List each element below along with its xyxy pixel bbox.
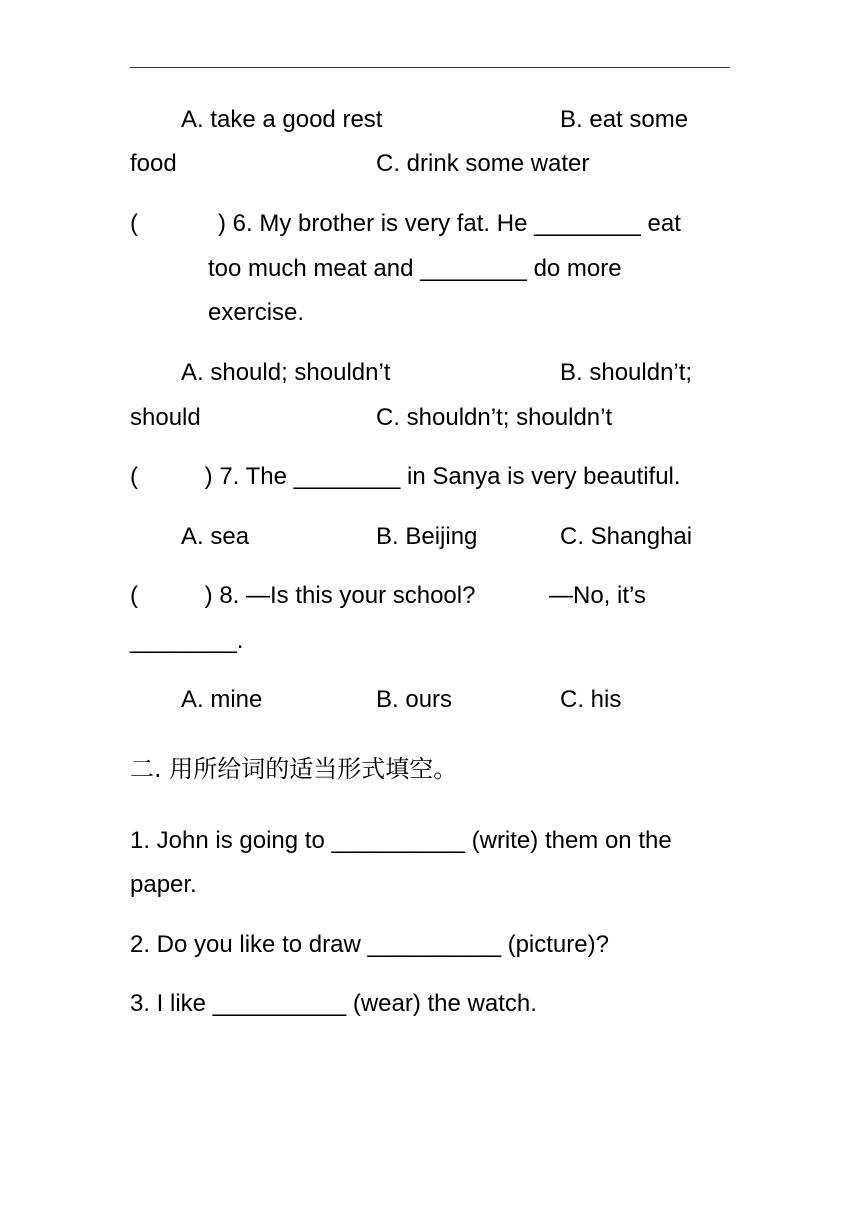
q6-option-c: C. shouldn’t; shouldn’t: [376, 404, 613, 431]
q8-option-b: B. ours: [376, 686, 453, 713]
q7-option-a: A. sea: [181, 523, 250, 550]
q5-option-b: B. eat some: [560, 106, 689, 133]
q6-option-a: A. should; shouldn’t: [181, 359, 391, 386]
q6-option-b-cont: should: [130, 404, 201, 431]
q8-option-c: C. his: [560, 686, 622, 713]
q8-blank: ________.: [130, 627, 244, 654]
q7-option-b: B. Beijing: [376, 523, 478, 550]
fill-item-3: 3. I like __________ (wear) the watch.: [130, 990, 537, 1017]
q6-stem-line3: exercise.: [208, 299, 305, 326]
header-rule: [130, 67, 730, 68]
fill-item-1-cont: paper.: [130, 871, 197, 898]
q6-stem-line2: too much meat and ________ do more: [208, 255, 622, 282]
fill-item-2: 2. Do you like to draw __________ (picture)?: [130, 931, 609, 958]
q7-option-c: C. Shanghai: [560, 523, 693, 550]
q5-option-a: A. take a good rest: [181, 106, 383, 133]
q8-option-a: A. mine: [181, 686, 263, 713]
q7-stem: ( ) 7. The ________ in Sanya is very beautiful.: [130, 463, 681, 490]
q8-reply: —No, it’s: [549, 582, 646, 609]
q8-stem: ( ) 8. —Is this your school?: [130, 582, 476, 609]
section-2-heading: 二. 用所给词的适当形式填空。: [130, 755, 458, 783]
q6-stem: ( ) 6. My brother is very fat. He ________ eat: [130, 210, 681, 237]
q5-option-b-cont: food: [130, 150, 177, 177]
q6-option-b: B. shouldn’t;: [560, 359, 693, 386]
q5-option-c: C. drink some water: [376, 150, 590, 177]
fill-item-1: 1. John is going to __________ (write) them on the: [130, 827, 672, 854]
